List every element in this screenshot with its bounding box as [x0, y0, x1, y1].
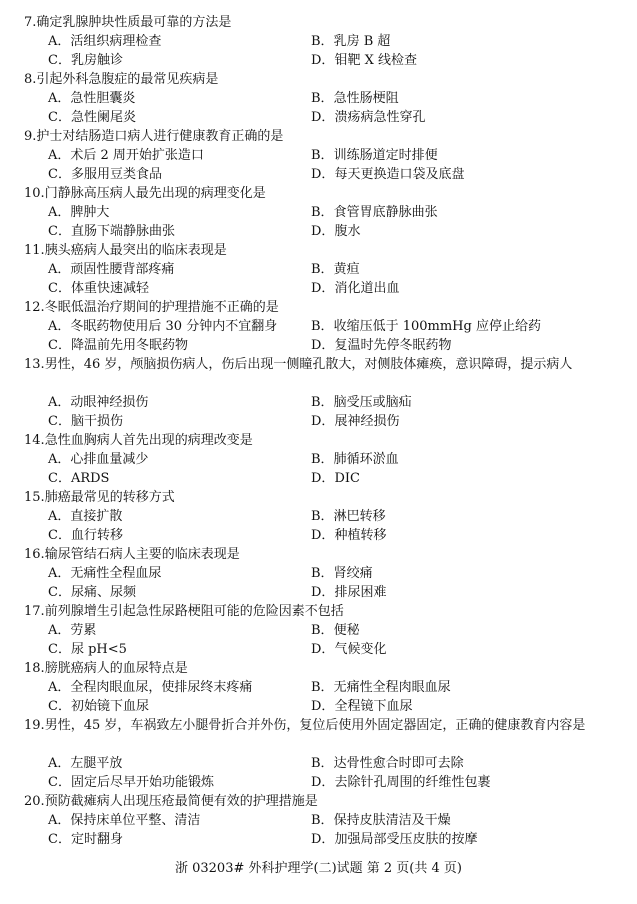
option-a [48, 33, 161, 52]
option-d [311, 774, 490, 793]
option-label: C． [48, 471, 71, 486]
option-text: 气候变化 [334, 642, 387, 657]
option-label: A． [48, 395, 71, 410]
option-label: B． [311, 91, 334, 106]
option-label: A． [48, 319, 71, 334]
option-text: 脑受压或脑疝 [333, 395, 412, 410]
question-number: 18. [24, 661, 45, 676]
option-label: D． [311, 338, 335, 353]
option-label: D． [311, 585, 335, 600]
option-c [48, 52, 123, 71]
option-label: C． [48, 775, 71, 790]
option-text: 脾肿大 [70, 205, 110, 220]
question-number: 16. [24, 547, 45, 562]
option-label: B． [311, 262, 334, 277]
option-a [48, 565, 161, 584]
option-d [311, 413, 399, 432]
option-label: C． [48, 281, 71, 296]
option-label: B． [311, 680, 334, 695]
option-text: 劳累 [70, 623, 97, 638]
option-label: A． [48, 262, 71, 277]
option-label: B． [311, 623, 334, 638]
option-text: 全程肉眼血尿，使排尿终末疼痛 [70, 680, 253, 695]
option-b [311, 622, 360, 641]
option-label: D． [311, 775, 335, 790]
option-text: 消化道出血 [334, 281, 400, 296]
option-label: B． [311, 813, 334, 828]
option-text: 全程镜下血尿 [334, 699, 413, 714]
question-stem [24, 71, 616, 90]
option-label: C． [48, 642, 71, 657]
option-c [48, 831, 123, 850]
question-number: 7. [24, 15, 37, 30]
question-text: 男性，45 岁，车祸致左小腿骨折合并外伤，复位后使用外固定器固定，正确的健康教育内容是 [44, 718, 586, 733]
option-label: D． [311, 224, 335, 239]
question-text: 前列腺增生引起急性尿路梗阻可能的危险因素不包括 [44, 604, 344, 619]
option-text: 冬眠药物使用后 30 分钟内不宜翻身 [70, 319, 278, 334]
option-b [311, 755, 464, 774]
option-a [48, 451, 148, 470]
option-label: D． [311, 53, 335, 68]
option-d [311, 527, 386, 546]
option-text: DIC [334, 471, 360, 486]
option-text: 收缩压低于 100mmHg 应停止给药 [333, 319, 541, 334]
question-text: 急性血胸病人首先出现的病理改变是 [44, 433, 253, 448]
option-a [48, 755, 122, 774]
option-c [48, 109, 136, 128]
option-text: 无痛性全程血尿 [70, 566, 162, 581]
option-text: 排尿困难 [334, 585, 387, 600]
option-c [48, 223, 175, 242]
option-text: 保持皮肤清洁及干燥 [333, 813, 451, 828]
question-number: 20. [24, 794, 45, 809]
option-b [311, 261, 360, 280]
question-text: 输尿管结石病人主要的临床表现是 [44, 547, 240, 562]
option-text: 体重快速减轻 [70, 281, 149, 296]
question-text: 胰头癌病人最突出的临床表现是 [44, 243, 227, 258]
option-d [311, 166, 464, 185]
question-text: 引起外科急腹症的最常见疾病是 [36, 72, 219, 87]
option-a [48, 261, 174, 280]
option-label: A． [48, 91, 71, 106]
option-label: B． [311, 148, 334, 163]
option-label: C． [48, 414, 71, 429]
option-text: 定时翻身 [70, 832, 123, 847]
question-number: 10. [24, 186, 45, 201]
option-text: 术后 2 周开始扩张造口 [70, 148, 204, 163]
option-d [311, 698, 412, 717]
option-label: A． [48, 509, 71, 524]
option-c [48, 413, 123, 432]
option-text: 动眼神经损伤 [70, 395, 149, 410]
question-stem [24, 432, 616, 451]
option-text: 急性阑尾炎 [70, 110, 136, 125]
option-d [311, 470, 360, 489]
option-a [48, 812, 200, 831]
option-text: 尿痛、尿频 [70, 585, 136, 600]
option-a [48, 204, 109, 223]
option-a [48, 394, 148, 413]
option-label: C． [48, 167, 71, 182]
option-text: 便秘 [333, 623, 360, 638]
option-a [48, 622, 96, 641]
option-text: 钼靶 X 线检查 [334, 53, 417, 68]
option-label: B． [311, 205, 334, 220]
question-stem [24, 14, 616, 33]
option-label: B． [311, 509, 334, 524]
option-label: A． [48, 34, 71, 49]
question-text: 预防截瘫病人出现压疮最简便有效的护理措施是 [44, 794, 318, 809]
option-b [311, 451, 399, 470]
option-b [311, 33, 390, 52]
option-label: A． [48, 623, 71, 638]
option-b [311, 565, 373, 584]
option-label: C． [48, 338, 71, 353]
question-stem [24, 660, 616, 679]
option-a [48, 508, 122, 527]
option-text: 无痛性全程肉眼血尿 [333, 680, 451, 695]
option-b [311, 679, 451, 698]
option-d [311, 109, 425, 128]
question-number: 9. [24, 129, 37, 144]
question-stem [24, 242, 616, 261]
option-text: 多服用豆类食品 [70, 167, 162, 182]
option-a [48, 679, 252, 698]
option-label: C． [48, 53, 71, 68]
option-text: 黄疸 [333, 262, 360, 277]
option-label: D． [311, 832, 335, 847]
option-text: 腹水 [334, 224, 361, 239]
option-label: D． [311, 167, 335, 182]
option-c [48, 166, 162, 185]
option-text: 活组织病理检查 [70, 34, 162, 49]
option-text: 血行转移 [70, 528, 123, 543]
option-text: 保持床单位平整、清洁 [70, 813, 201, 828]
option-label: B． [311, 395, 334, 410]
question-text: 确定乳腺肿块性质最可靠的方法是 [36, 15, 232, 30]
question-text: 肺癌最常见的转移方式 [44, 490, 175, 505]
question-number: 11. [24, 243, 45, 258]
option-a [48, 90, 135, 109]
option-text: 乳房 B 超 [333, 34, 391, 49]
option-text: ARDS [70, 471, 110, 486]
option-d [311, 584, 386, 603]
option-text: 达骨性愈合时即可去除 [333, 756, 464, 771]
option-b [311, 90, 399, 109]
option-label: A． [48, 566, 71, 581]
option-text: 固定后尽早开始功能锻炼 [70, 775, 214, 790]
option-b [311, 394, 412, 413]
option-d [311, 280, 399, 299]
question-text: 门静脉高压病人最先出现的病理变化是 [44, 186, 266, 201]
option-label: D． [311, 414, 335, 429]
option-c [48, 337, 188, 356]
option-label: B． [311, 319, 334, 334]
option-label: D． [311, 471, 335, 486]
question-number: 15. [24, 490, 45, 505]
option-text: 顽固性腰背部疼痛 [70, 262, 175, 277]
option-label: A． [48, 205, 71, 220]
option-label: D． [311, 281, 335, 296]
option-c [48, 698, 149, 717]
question-text: 男性，46 岁，颅脑损伤病人，伤后出现一侧瞳孔散大，对侧肢体瘫痪，意识障碍，提示病人 [44, 357, 573, 372]
option-d [311, 831, 477, 850]
option-label: C． [48, 585, 71, 600]
option-text: 加强局部受压皮肤的按摩 [334, 832, 478, 847]
option-d [311, 223, 360, 242]
option-b [311, 318, 541, 337]
option-text: 溃疡病急性穿孔 [334, 110, 426, 125]
option-text: 淋巴转移 [333, 509, 386, 524]
question-number: 13. [24, 357, 45, 372]
option-label: B． [311, 756, 334, 771]
question-stem [24, 356, 616, 375]
option-label: A． [48, 756, 71, 771]
option-label: C． [48, 224, 71, 239]
option-text: 尿 pH<5 [70, 642, 127, 657]
option-label: A． [48, 813, 71, 828]
option-text: 急性胆囊炎 [70, 91, 136, 106]
question-stem [24, 546, 616, 565]
option-d [311, 337, 451, 356]
option-label: B． [311, 34, 334, 49]
question-number: 17. [24, 604, 45, 619]
option-label: C． [48, 110, 71, 125]
option-label: A． [48, 148, 71, 163]
option-d [311, 641, 386, 660]
question-stem [24, 603, 616, 622]
option-c [48, 584, 136, 603]
option-c [48, 470, 109, 489]
option-b [311, 508, 386, 527]
question-number: 8. [24, 72, 37, 87]
option-text: 肺循环淤血 [333, 452, 399, 467]
option-text: 直肠下端静脉曲张 [70, 224, 175, 239]
option-label: B． [311, 566, 334, 581]
option-d [311, 52, 417, 71]
option-text: 肾绞痛 [333, 566, 373, 581]
question-stem [24, 299, 616, 318]
option-b [311, 812, 451, 831]
question-text: 膀胱癌病人的血尿特点是 [44, 661, 188, 676]
option-a [48, 318, 277, 337]
question-stem [24, 489, 616, 508]
question-number: 19. [24, 718, 45, 733]
option-text: 每天更换造口袋及底盘 [334, 167, 465, 182]
option-text: 心排血量减少 [70, 452, 149, 467]
option-label: C． [48, 528, 71, 543]
option-c [48, 527, 123, 546]
option-label: D． [311, 110, 335, 125]
question-number: 14. [24, 433, 45, 448]
option-text: 初始镜下血尿 [70, 699, 149, 714]
question-number: 12. [24, 300, 45, 315]
option-text: 去除针孔周围的纤维性包裹 [334, 775, 491, 790]
option-label: D． [311, 528, 335, 543]
option-text: 展神经损伤 [334, 414, 400, 429]
option-text: 种植转移 [334, 528, 387, 543]
option-b [311, 204, 438, 223]
option-label: A． [48, 680, 71, 695]
option-text: 降温前先用冬眠药物 [70, 338, 188, 353]
option-text: 复温时先停冬眠药物 [334, 338, 452, 353]
page-footer: 浙 03203# 外科护理学(二)试题 第 2 页(共 4 页) [174, 861, 462, 876]
option-label: C． [48, 699, 71, 714]
option-label: D． [311, 642, 335, 657]
option-label: D． [311, 699, 335, 714]
question-stem [24, 793, 616, 812]
option-c [48, 280, 149, 299]
question-text: 护士对结肠造口病人进行健康教育正确的是 [36, 129, 284, 144]
option-label: C． [48, 832, 71, 847]
question-stem [24, 717, 616, 736]
option-text: 直接扩散 [70, 509, 123, 524]
option-c [48, 774, 214, 793]
option-c [48, 641, 127, 660]
option-label: B． [311, 452, 334, 467]
question-stem [24, 185, 616, 204]
option-text: 训练肠道定时排便 [333, 148, 438, 163]
option-a [48, 147, 204, 166]
question-stem [24, 128, 616, 147]
question-text: 冬眠低温治疗期间的护理措施不正确的是 [44, 300, 279, 315]
option-text: 脑干损伤 [70, 414, 123, 429]
option-text: 急性肠梗阻 [333, 91, 399, 106]
option-text: 乳房触诊 [70, 53, 123, 68]
option-text: 左腿平放 [70, 756, 123, 771]
option-label: A． [48, 452, 71, 467]
option-text: 食管胃底静脉曲张 [333, 205, 438, 220]
option-b [311, 147, 438, 166]
